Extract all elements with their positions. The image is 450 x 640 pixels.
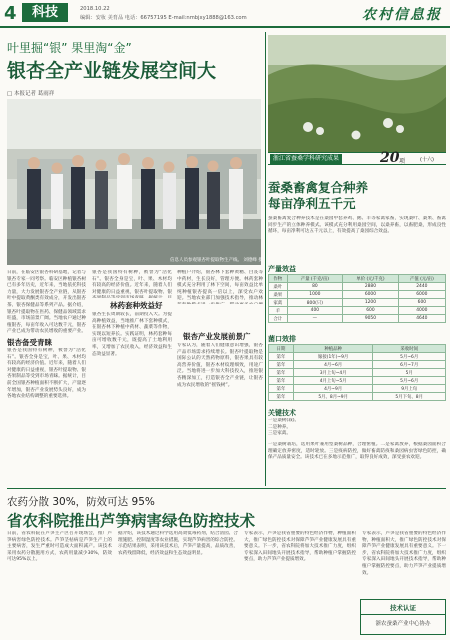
key-point-3: 三是家禽。 [268,431,291,437]
schedule-table-row [269,361,446,369]
yield-table-cell: 桑叶 [269,283,288,291]
schedule-table-cell: 5月下旬、8月 [373,393,446,401]
schedule-table-cell: 第年 [269,353,294,361]
yield-table-cell: 2440 [398,283,445,291]
schedule-table-row [269,377,446,385]
issue-date: 2018.10.22 [80,6,110,12]
yield-table-cell: 400 [287,307,343,315]
yield-table-row [269,283,446,291]
schedule-table-cell: 5月~6月 [373,353,446,361]
schedule-table-cell: 第年 [269,361,294,369]
yield-table-header: 作物 [269,275,288,283]
key-point-1: 一是桑树(栽)。 [268,418,300,423]
bottom-column-1: 日前，省农科院在芦笋主产区召开现场会，推广芦笋病害绿色防控技术。芦笋茎枯病是芦笋生产上的主要病害，发生严重时可造成大面积减产。该技术采用农药分散施用方式，农药用量减少30%，防效可达95%以上。 [7,531,112,563]
series-tag: 浙江省蚕桑学科研究成果 [270,154,342,164]
yield-table [268,274,446,323]
schedule-table-cell: 4月上旬~5月 [293,377,373,385]
schedule-table-row [269,369,446,377]
schedule-table-cell: 9月上旬 [373,385,446,393]
yield-table-header: 产值 (元/亩) [398,275,445,283]
schedule-table-header: 种植品种 [293,345,373,353]
schedule-table-row [269,393,446,401]
right-headline [268,180,368,212]
info-box-title: 技术认证 [390,604,416,612]
subhead-cost: 菌口效排 [268,335,296,343]
right-headline-line2: 每亩净利五千元 [268,196,356,211]
yield-table-cell: 4000 [398,307,445,315]
schedule-table-cell: 5月 [373,369,446,377]
schedule-table-header: 日期 [269,345,294,353]
series-unit: 项 [399,158,406,165]
schedule-table-cell: 3月上旬~4月 [293,369,373,377]
editor-contact: 编辑：安妆 美育品 电话：66757195 E-mail:nmbjxy1888@163.com [80,15,247,21]
yield-table-cell: 800(只) [287,299,343,307]
bottom-column-4: 专家表示，芦笋是我省重要的特色经济作物，种植面积大，推广绿色防控技术对保障芦笋产业健康发展具有重要意义。下一步，省农科院将加大技术推广力度，组织专家深入田间地头开展技术指导，帮助种植户掌握防控要点，助力芦笋产业提质增效。 [362,531,446,576]
article-column-1b: 银杏是我国特有树种，被誉为“活化石”。银杏全身是宝，叶、果、木材均有较高的经济价值。近年来，随着人们对健康的日益重视，银杏叶提取物、银杏果制品等受到市场青睐。据统计，目前全国银杏种植面积不断扩大，产量逐年增加，银杏产业发展势头良好，成为各地农业结构调整的重要选择。 [7,348,86,400]
article-column-3: 种植户介绍，银杏林下套种黄精、白芨等中药材，生长良好，管理方便。林药套种模式充分利用了林下空间，每亩效益比单纯种植银杏提高一倍以上，深受农户欢迎。当地农业部门加强技术指导，推动林 [177,270,263,302]
schedule-table-cell: 5月、8月~9月 [293,393,373,401]
schedule-table-row [269,385,446,393]
page-number: 4 [4,3,17,24]
article-column-2b: 银杏生长周期较长，前期投入大。为提高种植效益，当地推广林下套种模式，在银杏林下种植中药材、蔬菜等作物，实现以短养长。实践证明，林药套种每亩可增收数千元，既提高了土地利用率，又增加了农民收入，经济效益和生态效益显著。 [92,312,172,357]
yield-table-row [269,299,446,307]
yield-table-header: 单价 (元/千克) [343,275,399,283]
schedule-table-cell: 第年 [269,393,294,401]
article-column-1: 日前，在临安区银杏科研基地，记者与银杏专家一同考察。临安区种植银杏树已有多年历史，近年来，当地依托科技力量，大力发展银杏全产业链，从银杏叶中提取黄酮类有效成分，开发出银杏茶、银杏保健品等系列产品。据介绍，银杏叶提取物在医药、保健品领域需求旺盛，市场前景广阔。当地农户通过种植银杏，每亩年收入可达数千元，银杏产业已成为带动农民增收的重要产业。 [7,270,86,334]
yield-table-cell: 600 [343,307,399,315]
article-column-3b: 专家认为，随着人们健康意识增强，银杏产品市场需求持续增长。银杏叶提取物是国际公认的天然药物原料，银杏果具有较高营养价值，银杏木材纹理细致，用途广泛。当地将进一步加大科技投入，推进银杏精深加工，打造银杏全产业链，让银杏成为农民增收的“摇钱树”。 [177,343,263,388]
section-label: 科技 [22,3,68,22]
bottom-kicker: 农药分散 30%，防效可达 95% [7,496,155,508]
yield-table-cell: 家禽 [269,299,288,307]
subhead-yield: 产量效益 [268,265,296,273]
main-headline: 银杏全产业链发展空间大 [7,60,217,82]
series-index: (十六) [420,157,434,163]
main-byline: □ 本报记者 葛雨祥 [7,91,55,97]
yield-table-cell: 80 [287,283,343,291]
subhead-key-tech: 关键技术 [268,409,296,417]
yield-table-cell: 9050 [343,315,399,323]
yield-table-cell: 羊 [269,307,288,315]
yield-table-row [269,291,446,299]
bottom-column-2: 据介绍，该技术通过科学选用高效低毒药剂，结合清园、合理施肥、控制湿度等农业措施，实现芦笋病害的综合防控。示范结果表明，采用该技术后，芦笋产量提高，品质改善，农药残留降低，经济效益和生态效益明显。 [118,531,238,556]
schedule-table-row [269,353,446,361]
subhead-2: 林药套种效益好 [110,301,163,310]
yield-table-cell: 1200 [343,299,399,307]
series-label [268,152,446,165]
yield-table-header: 产量 (千克/亩) [287,275,343,283]
yield-table-cell: 2880 [343,283,399,291]
yield-table-cell: 6000 [398,291,445,299]
schedule-table-cell: 第年 [269,385,294,393]
info-box-text: 浙农蚕桑产业中心协办 [375,621,431,627]
schedule-table-cell: 5月~6月 [373,377,446,385]
info-box [360,599,446,635]
right-intro: 蚕桑畜禽复合种养技术是在桑园中套养鸡、鹅、羊等家禽家畜，实现桑叶、桑果、畜禽同步生产的立体种养模式。该模式充分利用桑园空间，以桑养畜，以畜肥桑，形成良性循环，每亩净利可达五千元以上，有效提高了桑园综合效益。 [268,216,446,235]
schedule-table-cell: 嫁接(1年)~9月 [293,353,373,361]
column-divider [265,32,266,486]
schedule-table [268,344,446,401]
schedule-table-header: 采收时间 [373,345,446,353]
subhead-3: 银杏产业发展前景广 [183,332,251,341]
yield-table-cell: 4640 [398,315,445,323]
yield-table-cell: 6000 [343,291,399,299]
yield-table-cell: 1000 [287,291,343,299]
series-count: 20 [380,150,400,166]
yield-table-row [269,315,446,323]
yield-table-cell: 桑果 [269,291,288,299]
yield-table-row [269,307,446,315]
photo-credit: 信息人员参观银杏叶提取物生产线。 刘德峰 摄 [170,258,263,263]
newspaper-logo: 农村信息报 [362,7,442,23]
info-box-rule [361,614,445,615]
yield-table-cell: — [287,315,343,323]
schedule-table-cell: 第年 [269,377,294,385]
schedule-table-cell: 6月~7月 [373,361,446,369]
yield-table-cell: 600 [398,299,445,307]
news-photo [7,99,261,265]
section-rule [7,488,446,489]
article-column-2: 银杏是我国特有树种，被誉为“活化石”。银杏全身是宝，叶、果、木材均有较高的经济价值。近年来，随着人们对健康的日益重视，银杏叶提取物、银 [92,270,172,295]
schedule-table-cell: 4月~9月 [293,385,373,393]
key-point-2: 二是种养。 [268,424,291,430]
bottom-headline: 省农科院推出芦笋病害绿色防控技术 [7,512,256,530]
right-photo [268,35,446,153]
right-body: 一是桑树栽培，选用果叶兼用型桑树品种，合理密植。二是家禽放养，根据桑园面积合理确定放养密度，适时轮放。三是疫病防控，做好畜禽防疫和桑园病虫害绿色防控，确保产品质量安全。该技术已在多地示范推广，取得良好成效，深受蚕农欢迎。 [268,442,446,461]
masthead [0,0,450,28]
main-kicker: 叶里掘“银” 果里淘“金” [7,41,132,55]
schedule-table-cell: 4月~6月 [293,361,373,369]
bottom-column-3: 专家表示，芦笋是我省重要的特色经济作物，种植面积大，推广绿色防控技术对保障芦笋产业健康发展具有重要意义。下一步，省农科院将加大技术推广力度，组织专家深入田间地头开展技术指导，帮助种植户掌握防控要点，助力芦笋产业提质增效。 [244,531,356,563]
subhead-1: 银杏备受青睐 [7,338,52,347]
right-headline-line1: 蚕桑畜禽复合种养 [268,180,369,195]
yield-table-cell: 合计 [269,315,288,323]
schedule-table-cell: 第年 [269,369,294,377]
